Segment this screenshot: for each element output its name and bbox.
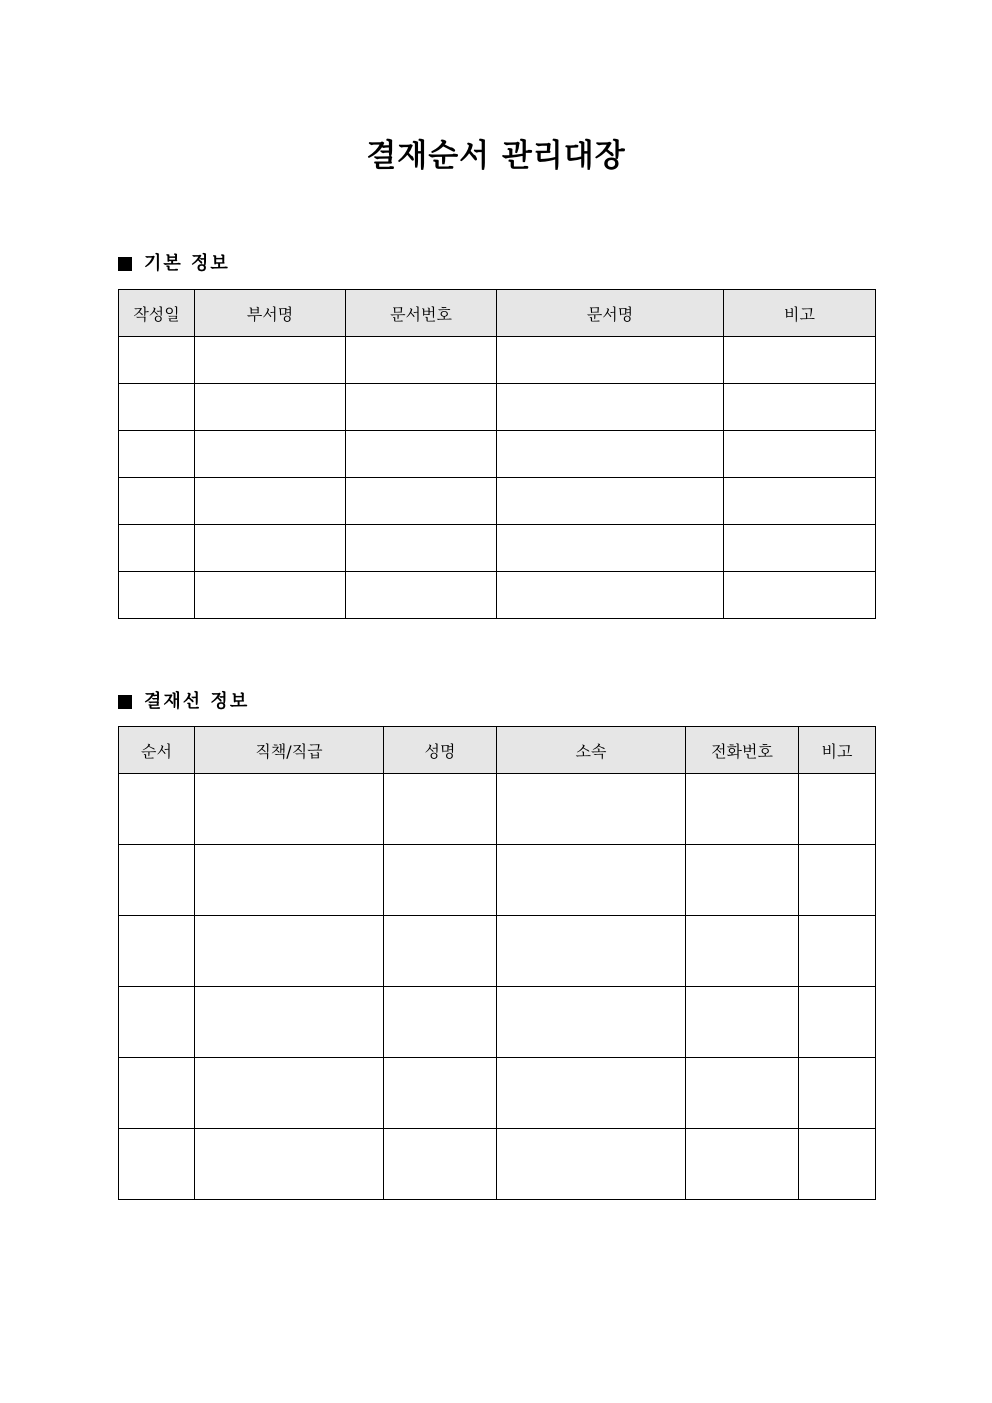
table-cell[interactable]	[724, 384, 876, 431]
column-header-department: 부서명	[195, 290, 346, 337]
table-header-row	[119, 290, 876, 337]
table-cell[interactable]	[724, 525, 876, 572]
table-cell[interactable]	[119, 478, 195, 525]
table-cell[interactable]	[119, 384, 195, 431]
table-row	[119, 916, 876, 987]
table-row	[119, 1058, 876, 1129]
table-cell[interactable]	[724, 431, 876, 478]
table-cell[interactable]	[195, 1129, 384, 1200]
table-cell[interactable]	[799, 916, 876, 987]
table-cell[interactable]	[346, 337, 497, 384]
table-cell[interactable]	[497, 774, 686, 845]
table-row	[119, 845, 876, 916]
table-cell[interactable]	[497, 525, 724, 572]
table-cell[interactable]	[799, 774, 876, 845]
table-cell[interactable]	[384, 1129, 497, 1200]
table-cell[interactable]	[346, 384, 497, 431]
column-header-phone: 전화번호	[686, 727, 799, 774]
table-row	[119, 384, 876, 431]
column-header-position: 직책/직급	[195, 727, 384, 774]
table-cell[interactable]	[497, 987, 686, 1058]
black-square-bullet-icon	[118, 257, 132, 271]
table-row	[119, 337, 876, 384]
table-cell[interactable]	[195, 774, 384, 845]
column-header-affiliation: 소속	[497, 727, 686, 774]
column-header-remarks: 비고	[799, 727, 876, 774]
table-cell[interactable]	[195, 525, 346, 572]
table-cell[interactable]	[497, 845, 686, 916]
section-heading-basic-info	[118, 251, 230, 277]
table-cell[interactable]	[686, 1129, 799, 1200]
table-cell[interactable]	[799, 845, 876, 916]
table-cell[interactable]	[119, 774, 195, 845]
table-cell[interactable]	[384, 845, 497, 916]
table-cell[interactable]	[346, 431, 497, 478]
page-title: 결재순서 관리대장	[366, 138, 626, 174]
table-cell[interactable]	[497, 384, 724, 431]
table-header-row	[119, 727, 876, 774]
table-cell[interactable]	[119, 431, 195, 478]
table-cell[interactable]	[686, 916, 799, 987]
table-row	[119, 478, 876, 525]
table-cell[interactable]	[799, 987, 876, 1058]
table-cell[interactable]	[497, 337, 724, 384]
table-cell[interactable]	[195, 478, 346, 525]
table-cell[interactable]	[686, 845, 799, 916]
section-heading-label: 기본 정보	[144, 253, 230, 274]
table-cell[interactable]	[724, 478, 876, 525]
table-cell[interactable]	[346, 478, 497, 525]
table-cell[interactable]	[686, 774, 799, 845]
column-header-name: 성명	[384, 727, 497, 774]
table-cell[interactable]	[119, 1058, 195, 1129]
column-header-document-number: 문서번호	[346, 290, 497, 337]
table-cell[interactable]	[195, 572, 346, 619]
column-header-date: 작성일	[119, 290, 195, 337]
table-cell[interactable]	[686, 1058, 799, 1129]
section-heading-approval-line	[118, 689, 249, 715]
table-cell[interactable]	[346, 525, 497, 572]
black-square-bullet-icon	[118, 695, 132, 709]
table-cell[interactable]	[384, 1058, 497, 1129]
table-cell[interactable]	[195, 987, 384, 1058]
table-cell[interactable]	[119, 845, 195, 916]
table-cell[interactable]	[686, 987, 799, 1058]
table-cell[interactable]	[497, 1129, 686, 1200]
table-cell[interactable]	[724, 572, 876, 619]
basic-info-table	[118, 289, 876, 619]
table-cell[interactable]	[497, 478, 724, 525]
table-cell[interactable]	[799, 1058, 876, 1129]
table-cell[interactable]	[384, 916, 497, 987]
table-row	[119, 525, 876, 572]
table-cell[interactable]	[195, 916, 384, 987]
table-cell[interactable]	[497, 1058, 686, 1129]
table-cell[interactable]	[195, 845, 384, 916]
table-cell[interactable]	[497, 431, 724, 478]
table-cell[interactable]	[384, 987, 497, 1058]
table-cell[interactable]	[119, 525, 195, 572]
table-cell[interactable]	[346, 572, 497, 619]
table-cell[interactable]	[119, 1129, 195, 1200]
table-cell[interactable]	[119, 987, 195, 1058]
table-cell[interactable]	[195, 431, 346, 478]
table-row	[119, 987, 876, 1058]
table-cell[interactable]	[119, 916, 195, 987]
table-cell[interactable]	[195, 337, 346, 384]
table-row	[119, 431, 876, 478]
table-row	[119, 572, 876, 619]
table-cell[interactable]	[497, 572, 724, 619]
column-header-remarks: 비고	[724, 290, 876, 337]
table-row	[119, 1129, 876, 1200]
table-cell[interactable]	[195, 1058, 384, 1129]
table-cell[interactable]	[119, 572, 195, 619]
table-cell[interactable]	[384, 774, 497, 845]
table-row	[119, 774, 876, 845]
table-cell[interactable]	[799, 1129, 876, 1200]
column-header-document-name: 문서명	[497, 290, 724, 337]
section-heading-label: 결재선 정보	[144, 691, 250, 712]
approval-line-table	[118, 726, 876, 1200]
table-cell[interactable]	[724, 337, 876, 384]
table-cell[interactable]	[119, 337, 195, 384]
table-cell[interactable]	[497, 916, 686, 987]
table-cell[interactable]	[195, 384, 346, 431]
column-header-order: 순서	[119, 727, 195, 774]
